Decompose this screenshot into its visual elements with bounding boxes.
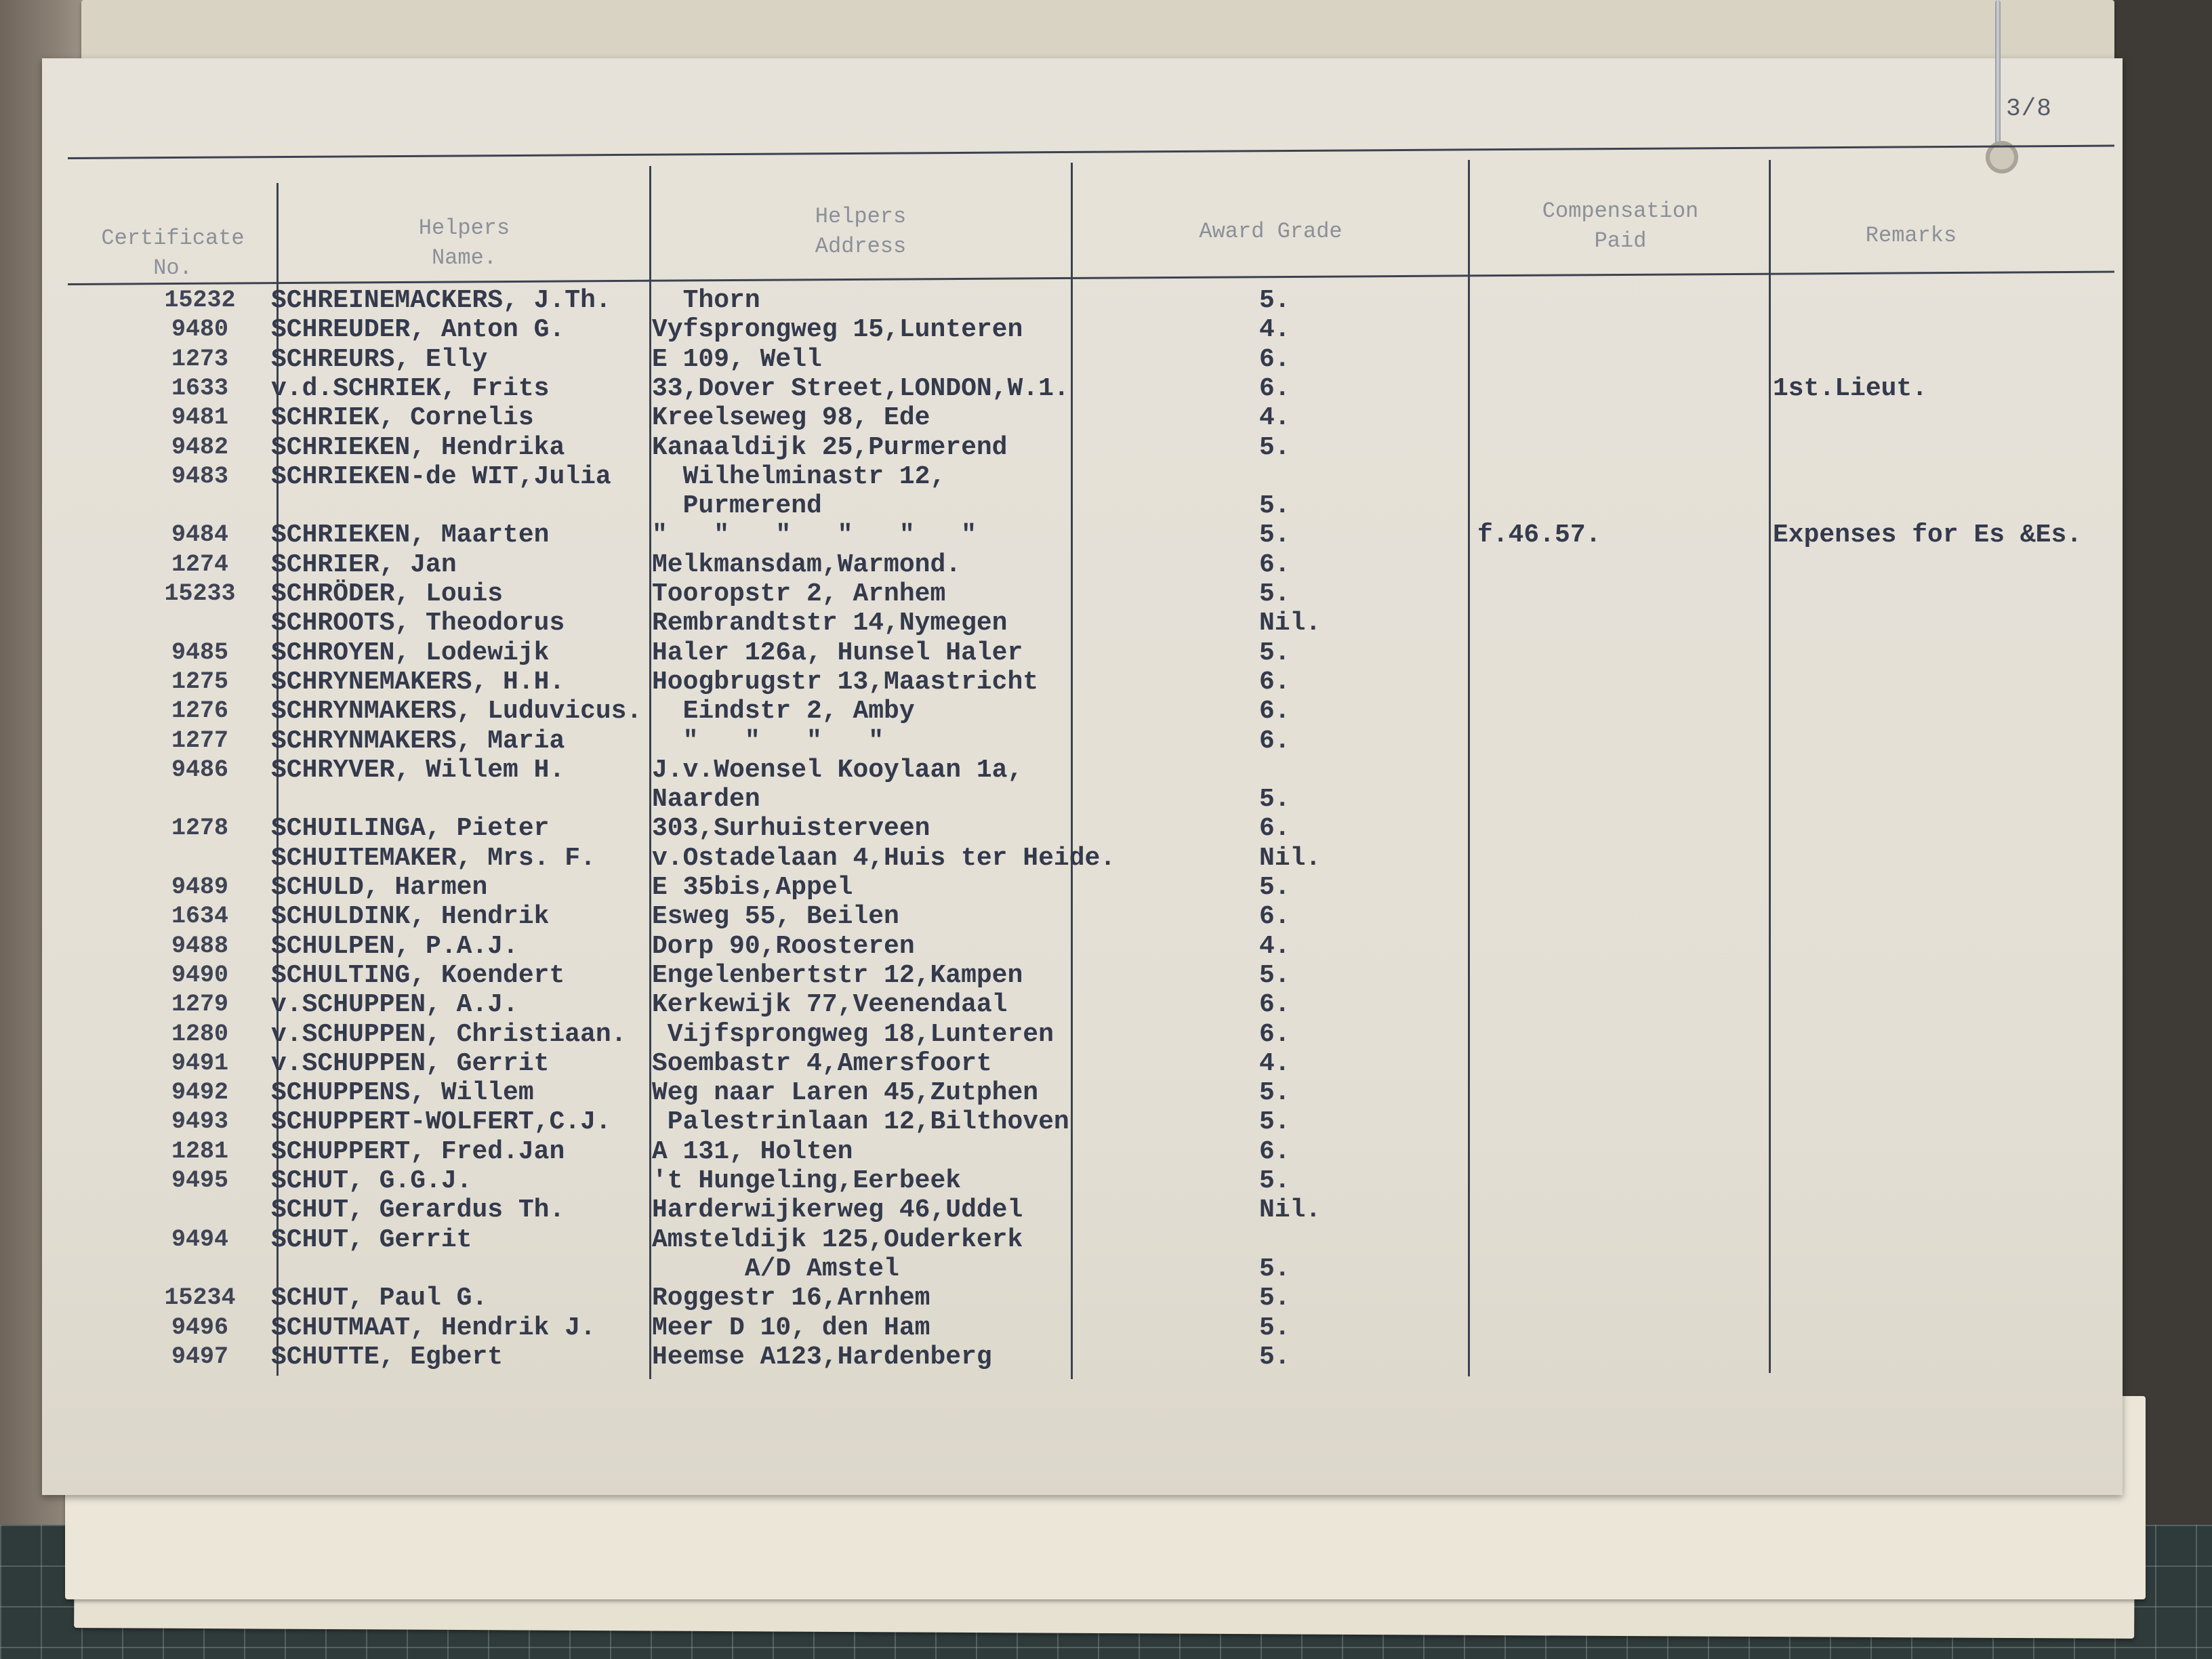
helper-name: v.SCHUPPEN, A.J.	[271, 990, 518, 1020]
helper-name: SCHUPPERT, Fred.Jan	[271, 1136, 565, 1166]
helper-address: " " " "	[652, 726, 884, 756]
certificate-number: 9494	[171, 1225, 228, 1253]
table-row	[0, 315, 2212, 344]
certificate-number: 1277	[171, 726, 228, 754]
helper-address: Haler 126a, Hunsel Haler	[652, 638, 1023, 668]
helper-address: Weg naar Laren 45,Zutphen	[652, 1078, 1039, 1108]
award-grade: 4.	[1259, 931, 1290, 961]
helper-name: SCHREURS, Elly	[271, 344, 488, 374]
helper-address: Kreelseweg 98, Ede	[652, 403, 930, 433]
helper-name: SCHUT, Gerardus Th.	[271, 1195, 565, 1225]
remarks: Expenses for Es &Es.	[1773, 520, 2083, 550]
helper-address: Soembastr 4,Amersfoort	[652, 1048, 992, 1078]
helper-address: E 35bis,Appel	[652, 873, 853, 902]
helper-name: v.SCHUPPEN, Gerrit	[271, 1048, 550, 1078]
award-grade: 5.	[1259, 960, 1290, 990]
award-grade: 6.	[1259, 667, 1290, 697]
certificate-number: 1280	[171, 1020, 228, 1048]
certificate-number: 15232	[164, 287, 236, 314]
helper-name: v.SCHUPPEN, Christiaan.	[271, 1019, 627, 1049]
helper-name: SCHUT, Gerrit	[271, 1225, 472, 1254]
helper-address: " " " " " "	[652, 520, 977, 550]
award-grade: 6.	[1259, 1136, 1290, 1166]
award-grade: 6.	[1259, 373, 1290, 403]
helper-address: Vyfsprongweg 15,Lunteren	[652, 315, 1023, 345]
helper-name: SCHUPPENS, Willem	[271, 1078, 534, 1108]
certificate-number: 9496	[171, 1313, 228, 1341]
helper-name: SCHRÖDER, Louis	[271, 579, 504, 609]
helper-address: Purmerend	[652, 491, 822, 521]
table-row	[0, 814, 2212, 843]
helper-address: Thorn	[652, 286, 760, 315]
helper-name: SCHROOTS, Theodorus	[271, 609, 565, 638]
table-row	[0, 697, 2212, 726]
award-grade: 6.	[1259, 344, 1290, 374]
remarks: 1st.Lieut.	[1773, 373, 1928, 403]
helper-address: Wilhelminastr 12,	[652, 462, 946, 491]
certificate-number: 9482	[171, 433, 228, 461]
award-grade: 6.	[1259, 902, 1290, 932]
helper-name: SCHRIEKEN, Hendrika	[271, 432, 565, 462]
award-grade: 5.	[1259, 1313, 1290, 1343]
helper-address: v.Ostadelaan 4,Huis ter Heide.	[652, 843, 1116, 873]
helper-address: Rembrandtstr 14,Nymegen	[652, 609, 1008, 638]
table-row	[0, 961, 2212, 990]
helper-name: SCHUTMAAT, Hendrik J.	[271, 1313, 596, 1343]
table-row	[0, 844, 2212, 873]
helper-name: SCHRYNEMAKERS, H.H.	[271, 667, 565, 697]
table-row	[0, 491, 2212, 520]
award-grade: 5.	[1259, 520, 1290, 550]
helper-name: SCHREINEMACKERS, J.Th.	[271, 286, 611, 315]
table-row	[0, 785, 2212, 814]
table-row	[0, 902, 2212, 931]
certificate-number: 9483	[171, 462, 228, 490]
helper-name: SCHRIER, Jan	[271, 550, 457, 579]
award-grade: 4.	[1259, 403, 1290, 433]
table-row	[0, 462, 2212, 491]
header-address: Helpers Address	[815, 204, 907, 259]
helper-name: SCHUT, Paul G.	[271, 1284, 488, 1313]
certificate-number: 1276	[171, 697, 228, 725]
helper-address: 33,Dover Street,LONDON,W.1.	[652, 373, 1069, 403]
award-grade: Nil.	[1259, 1195, 1322, 1225]
binding-string	[1995, 0, 2001, 163]
certificate-number: 9488	[171, 932, 228, 960]
table-row	[0, 668, 2212, 697]
helper-name: SCHRYNMAKERS, Luduvicus.	[271, 697, 642, 726]
helper-name: SCHREUDER, Anton G.	[271, 315, 565, 345]
award-grade: 6.	[1259, 1019, 1290, 1049]
helper-name: SCHROYEN, Lodewijk	[271, 638, 550, 668]
helper-name: SCHULD, Harmen	[271, 873, 488, 902]
table-row	[0, 286, 2212, 315]
award-grade: 5.	[1259, 1342, 1290, 1372]
table-row	[0, 403, 2212, 432]
helper-address: A/D Amstel	[652, 1254, 899, 1284]
helper-address: 't Hungeling,Eerbeek	[652, 1166, 962, 1195]
table-row	[0, 609, 2212, 638]
award-grade: 6.	[1259, 550, 1290, 579]
helper-address: 303,Surhuisterveen	[652, 814, 930, 844]
table-row	[0, 1313, 2212, 1343]
helper-address: Palestrinlaan 12,Bilthoven	[652, 1107, 1069, 1137]
certificate-number: 9497	[171, 1343, 228, 1370]
helper-address: Kanaaldijk 25,Purmerend	[652, 432, 1008, 462]
helper-address: Amsteldijk 125,Ouderkerk	[652, 1225, 1023, 1254]
helper-address: Engelenbertstr 12,Kampen	[652, 960, 1023, 990]
certificate-number: 1279	[171, 991, 228, 1019]
certificate-number: 15233	[164, 580, 236, 607]
award-grade: 6.	[1259, 990, 1290, 1020]
helper-address: Vijfsprongweg 18,Lunteren	[652, 1019, 1054, 1049]
helper-address: A 131, Holten	[652, 1136, 853, 1166]
helper-address: Heemse A123,Hardenberg	[652, 1342, 992, 1372]
table-row	[0, 579, 2212, 609]
award-grade: 5.	[1259, 785, 1290, 815]
table-row	[0, 1166, 2212, 1195]
certificate-number: 1275	[171, 668, 228, 695]
table-row	[0, 550, 2212, 579]
certificate-number: 1274	[171, 550, 228, 578]
certificate-number: 9484	[171, 521, 228, 549]
certificate-number: 1281	[171, 1137, 228, 1165]
helper-address: Esweg 55, Beilen	[652, 902, 899, 932]
header-certificate: Certificate No.	[101, 226, 245, 281]
helper-address: E 109, Well	[652, 344, 822, 374]
table-row	[0, 520, 2212, 550]
award-grade: 4.	[1259, 315, 1290, 345]
certificate-number: 9489	[171, 874, 228, 901]
award-grade: Nil.	[1259, 609, 1322, 638]
award-grade: 5.	[1259, 1078, 1290, 1108]
certificate-number: 9493	[171, 1108, 228, 1136]
table-row	[0, 1078, 2212, 1107]
certificate-number: 1633	[171, 374, 228, 402]
helper-name: SCHUITEMAKER, Mrs. F.	[271, 843, 596, 873]
table-row	[0, 1049, 2212, 1078]
header-compensation: Compensation Paid	[1542, 199, 1699, 253]
helper-name: SCHRYNMAKERS, Maria	[271, 726, 565, 756]
award-grade: 5.	[1259, 491, 1290, 521]
helper-name: SCHUILINGA, Pieter	[271, 814, 550, 844]
award-grade: 4.	[1259, 1048, 1290, 1078]
helper-name: SCHRIEK, Cornelis	[271, 403, 534, 433]
award-grade: 5.	[1259, 1107, 1290, 1137]
table-row	[0, 1343, 2212, 1372]
header-grade: Award Grade	[1199, 219, 1343, 244]
table-row	[0, 1195, 2212, 1225]
table-row	[0, 374, 2212, 403]
table-row	[0, 726, 2212, 756]
helper-name: SCHRYVER, Willem H.	[271, 755, 565, 785]
table-row	[0, 932, 2212, 961]
award-grade: 5.	[1259, 286, 1290, 315]
certificate-number: 9495	[171, 1167, 228, 1194]
award-grade: 5.	[1259, 432, 1290, 462]
certificate-number: 9481	[171, 404, 228, 432]
table-row	[0, 1107, 2212, 1136]
table-row	[0, 1225, 2212, 1254]
table-row	[0, 873, 2212, 902]
table-row	[0, 1284, 2212, 1313]
helper-address: Roggestr 16,Arnhem	[652, 1284, 930, 1313]
helper-address: Meer D 10, den Ham	[652, 1313, 930, 1343]
award-grade: 5.	[1259, 579, 1290, 609]
helper-name: SCHRIEKEN, Maarten	[271, 520, 550, 550]
certificate-number: 9492	[171, 1079, 228, 1107]
helper-name: SCHULTING, Koendert	[271, 960, 565, 990]
table-row	[0, 990, 2212, 1019]
helper-name: SCHRIEKEN-de WIT,Julia	[271, 462, 611, 491]
certificate-number: 1634	[171, 903, 228, 930]
award-grade: 6.	[1259, 726, 1290, 756]
helper-name: SCHULPEN, P.A.J.	[271, 931, 518, 961]
helper-name: SCHUPPERT-WOLFERT,C.J.	[271, 1107, 611, 1137]
helper-address: Hoogbrugstr 13,Maastricht	[652, 667, 1039, 697]
helper-address: Eindstr 2, Amby	[652, 697, 915, 726]
helper-name: SCHUTTE, Egbert	[271, 1342, 504, 1372]
helper-name: v.d.SCHRIEK, Frits	[271, 373, 550, 403]
certificate-number: 9485	[171, 638, 228, 666]
page-number: 3/8	[2006, 95, 2052, 123]
award-grade: 5.	[1259, 1284, 1290, 1313]
award-grade: 6.	[1259, 814, 1290, 844]
award-grade: 5.	[1259, 1166, 1290, 1195]
award-grade: 5.	[1259, 1254, 1290, 1284]
table-row	[0, 1020, 2212, 1049]
award-grade: 5.	[1259, 873, 1290, 902]
helper-address: Melkmansdam,Warmond.	[652, 550, 962, 579]
certificate-number: 9491	[171, 1049, 228, 1077]
certificate-number: 9486	[171, 756, 228, 783]
header-remarks: Remarks	[1865, 223, 1957, 248]
helper-name: SCHULDINK, Hendrik	[271, 902, 550, 932]
certificate-number: 9480	[171, 316, 228, 344]
table-row	[0, 756, 2212, 785]
paper-stack-back	[81, 0, 2114, 61]
helper-address: Naarden	[652, 785, 760, 815]
helper-name: SCHUT, G.G.J.	[271, 1166, 472, 1195]
helper-address: J.v.Woensel Kooylaan 1a,	[652, 755, 1023, 785]
table-row	[0, 638, 2212, 668]
compensation-paid: f.46.57.	[1477, 520, 1601, 550]
certificate-number: 15234	[164, 1284, 236, 1312]
helper-address: Kerkewijk 77,Veenendaal	[652, 990, 1008, 1020]
certificate-number: 9490	[171, 961, 228, 989]
table-row	[0, 345, 2212, 374]
helper-address: Harderwijkerweg 46,Uddel	[652, 1195, 1023, 1225]
table-row	[0, 433, 2212, 462]
award-grade: Nil.	[1259, 843, 1322, 873]
header-name: Helpers Name.	[418, 216, 510, 270]
helper-address: Tooropstr 2, Arnhem	[652, 579, 946, 609]
award-grade: 6.	[1259, 697, 1290, 726]
helper-address: Dorp 90,Roosteren	[652, 931, 915, 961]
certificate-number: 1273	[171, 345, 228, 373]
table-row	[0, 1254, 2212, 1284]
award-grade: 5.	[1259, 638, 1290, 668]
table-row	[0, 1137, 2212, 1166]
certificate-number: 1278	[171, 815, 228, 842]
